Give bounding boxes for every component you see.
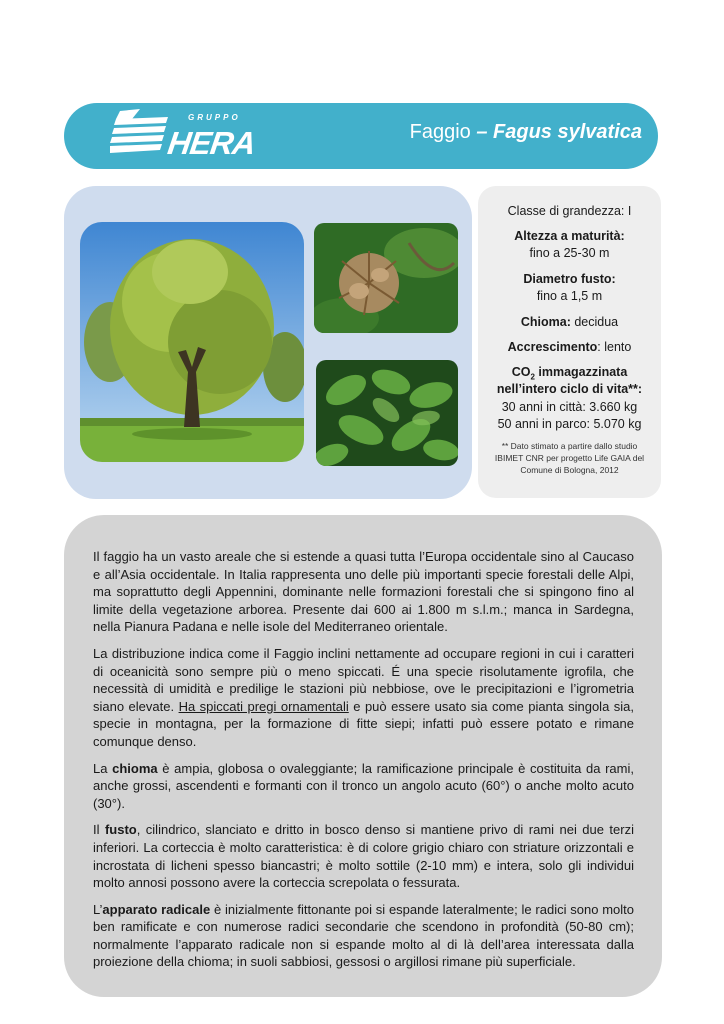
description-text [93,548,634,980]
fact-altezza-label [478,228,661,245]
fact-altezza-value: fino a 25-30 m [529,246,610,260]
fact-co2-label-1: CO [511,365,531,379]
title-latin-name: Fagus sylvatica [493,121,642,143]
fact-co2-sub: 2 [530,372,535,382]
fact-note-1: ** Dato stimato a partire dallo studio [501,441,638,451]
page-title [410,121,642,144]
fact-co2-label-2: immagazzinata [534,365,628,379]
beechnut-photo [314,223,458,333]
fact-co2-park: 50 anni in parco: 5.070 kg [497,417,642,431]
term-chioma: chioma [112,760,158,776]
facts-card [478,186,661,498]
paragraph-fusto-c: , cilindrico, slanciato e dritto in bosco denso si mantiene privo di rami nei due terzi inferiori. La corteccia è molto caratteristica: è di colore grigio chiaro con striature orizzontali e incrostata di licheni spesso biancastri; è molto sottile (2-10 mm) e intera, solo gli individui molto annosi possono avere la corteccia screpolata o fessurata. [93,822,634,891]
paragraph-chioma [93,760,634,813]
fact-chioma-value: decidua [570,315,619,329]
term-fusto: fusto [104,822,137,838]
beechnut-illustration-icon [314,223,458,333]
term-apparato-radicale: apparato radicale [102,901,211,917]
paragraph-distribuzione-b: e può essere usato sia come pianta singola sia, specie in montagna, per la formazione di fitte siepi; infatti può essere potato e rimane comunque denso. [93,698,634,749]
paragraph-apparato-c: è inizialmente fittonante poi si espande lateralmente; le radici sono molto ben ramificate e con numerose radici secondarie che scendono in profondità (50-80 cm); normalmente l’apparato radicale non si espande molto al di là dell’area interessata dalla proiezione della chioma; in suoli sabbiosi, gessosi o argillosi rimane più superficiale. [93,901,634,970]
paragraph-fusto-a: Il [93,822,105,838]
fact-chioma-label: Chioma: [520,315,571,329]
fact-accrescimento-value: : lento [597,340,632,354]
ornamental-highlight: Ha spiccati pregi ornamentali [178,698,349,714]
description-panel [64,515,662,997]
fact-diametro-label [478,271,661,288]
fact-altezza-label-text: Altezza a maturità: [514,229,625,243]
tree-illustration-icon [80,222,304,462]
tree-photo [80,222,304,462]
leaves-illustration-icon [316,360,458,466]
fact-co2-city: 30 anni in città: 3.660 kg [501,400,638,414]
hera-logo [110,109,258,165]
paragraph-chioma-c: è ampia, globosa o ovaleggiante; la ramificazione principale è costituita da rami, anche grossi, ascendenti e formanti con il tronco un angolo acuto (60°) o anche molto acuto (30°). [93,760,634,811]
fact-diametro-value: fino a 1,5 m [536,289,603,303]
logo-group-text: GRUPPO [188,113,241,122]
fact-note-2: IBIMET CNR per progetto Life GAIA del [494,453,645,463]
paragraph-apparato [93,901,634,971]
leaves-photo [316,360,458,466]
fact-diametro-label-text: Diametro fusto: [523,272,616,286]
paragraph-chioma-a: La [93,760,113,776]
fact-classe: Classe di grandezza: I [507,204,632,218]
paragraph-apparato-a: L’ [93,901,103,917]
hera-logo-mark-icon [110,109,172,165]
title-dash: – [470,121,494,143]
photo-panel [64,186,472,499]
header-banner [64,103,658,169]
fact-note-3: Comune di Bologna, 2012 [520,465,619,475]
fact-co2-label-line2 [478,381,661,398]
title-common-name: Faggio [409,121,471,143]
fact-chioma [478,314,661,331]
logo-brand-text: HERA [165,125,258,161]
paragraph-distribuzione [93,645,634,751]
paragraph-fusto [93,821,634,891]
paragraph-distribuzione-a: La distribuzione indica come il Faggio inclini nettamente ad occupare regioni in cui i caratteri di oceanicità sono sempre più o meno spiccati. É una specie risolutamente igrofila, che necessità di umidità e predilige le stazioni più nebbiose, ove le precipitazioni e l’igrometria siano elevate. [93,645,634,714]
fact-co2-label-3: nell’intero ciclo di vita**: [496,382,643,396]
fact-accrescimento [478,339,661,356]
paragraph-areale: Il faggio ha un vasto areale che si estende a quasi tutta l’Europa occidentale sino al Caucaso e all’Asia occidentale. In Italia rappresenta uno delle più importanti specie forestali delle Alpi, ma soprattutto degli Appennini, dominante nelle formazioni forestali che si spingono fino al limite della vegetazione arborea. Presente dai 600 ai 1.800 m s.l.m.; manca in Sardegna, nella Pianura Padana e nelle isole del Mediterraneo orientale. [93,549,634,635]
fact-accrescimento-label: Accrescimento [507,340,598,354]
